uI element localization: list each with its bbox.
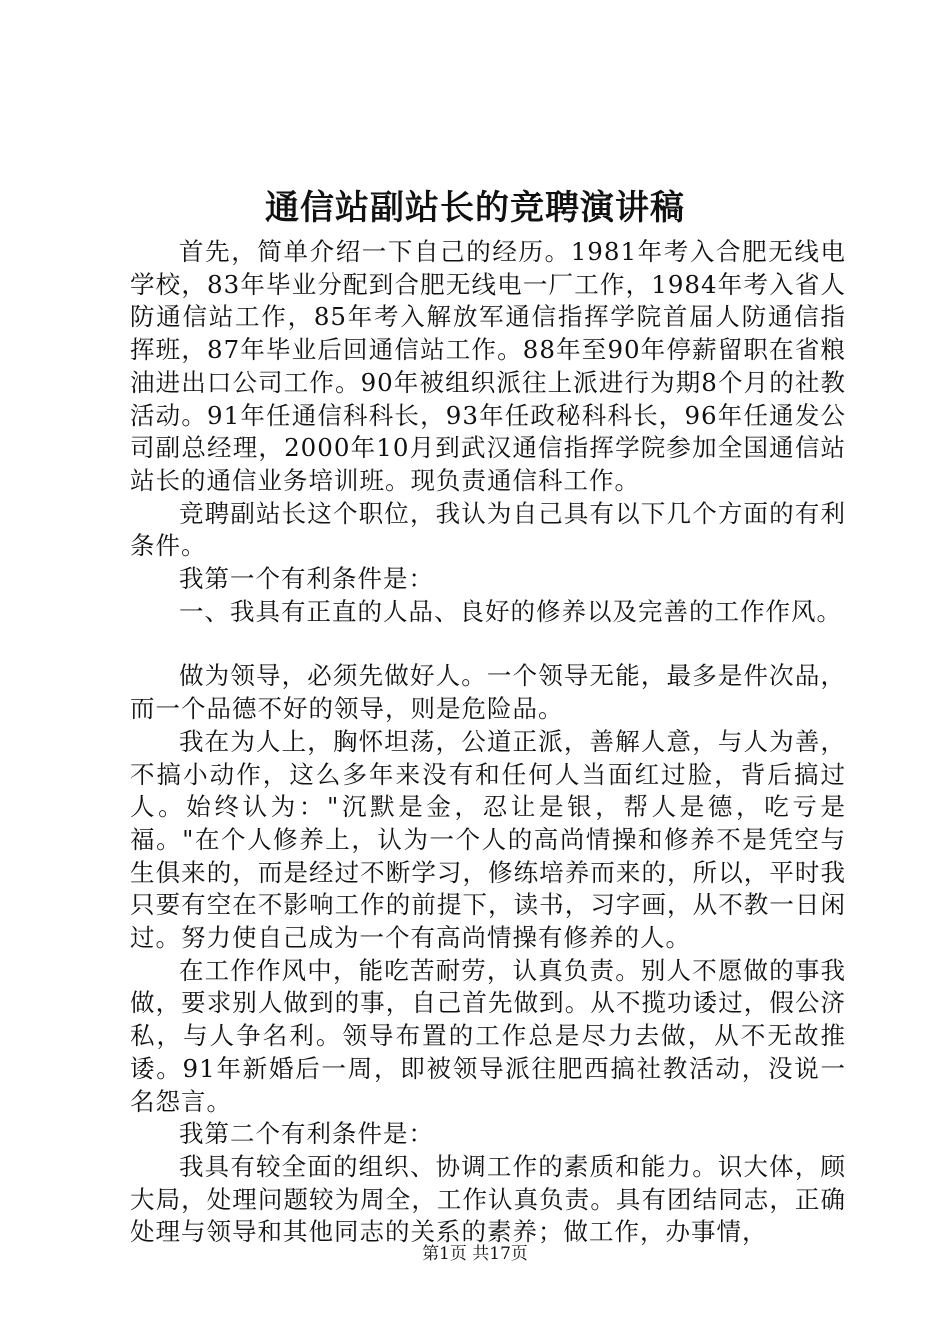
paragraph-character: 我在为人上，胸怀坦荡，公道正派，善解人意，与人为善，不搞小动作，这么多年来没有和任何人当面红过脸，背后搞过人。始终认为："沉默是金，忍让是银，帮人是德，吃亏是福。"在个人修养上，认为一个人的高尚情操和修养不是凭空与生俱来的，而是经过不断学习，修练培养而来的，所以，平时我只要有空在不影响工作的前提下，读书，习字画，从不教一日闲过。努力使自己成为一个有高尚情操有修养的人。 [130,726,846,953]
paragraph-leadership: 做为领导，必须先做好人。一个领导无能，最多是件次品，而一个品德不好的领导，则是危险品。 [130,661,846,724]
paragraph-work-style: 在工作作风中，能吃苦耐劳，认真负责。别人不愿做的事我做，要求别人做到的事，自己首先做到。从不揽功诿过，假公济私，与人争名利。领导布置的工作总是尽力去做，从不无故推诿。91年新婚后一周，即被领导派往肥西搞社教活动，没说一名怨言。 [130,955,846,1116]
paragraph-second-condition-heading: 我第二个有利条件是： [179,1119,434,1149]
document-title: 通信站副站长的竞聘演讲稿 [265,188,685,228]
paragraph-intro: 首先，简单介绍一下自己的经历。1981年考入合肥无线电学校，83年毕业分配到合肥无线电一厂工作，1984年考入省人防通信站工作，85年考入解放军通信指挥学院首届人防通信指挥班，87年毕业后回通信站工作。88年至90年停薪留职在省粮油进出口公司工作。90年被组织派往上派进行为期8个月的社教活动。91年任通信科科长，93年任政秘科科长，96年任通发公司副总经理，2000年10月到武汉通信指挥学院参加全国通信站站长的通信业务培训班。现负责通信科工作。 [130,237,846,495]
paragraph-first-condition: 一、我具有正直的人品、良好的修养以及完善的工作作风。 [179,596,842,626]
paragraph-second-condition: 我具有较全面的组织、协调工作的素质和能力。识大体，顾大局，处理问题较为周全，工作认真负责。具有团结同志，正确处理与领导和其他同志的关系的素养；做工作，办事情， [130,1151,846,1247]
page-number-footer: 第1页 共17页 [422,1244,528,1264]
document-body [130,236,846,1249]
paragraph-position: 竞聘副站长这个职位，我认为自己具有以下几个方面的有利条件。 [130,498,846,561]
paragraph-first-condition-heading: 我第一个有利条件是： [179,564,434,594]
